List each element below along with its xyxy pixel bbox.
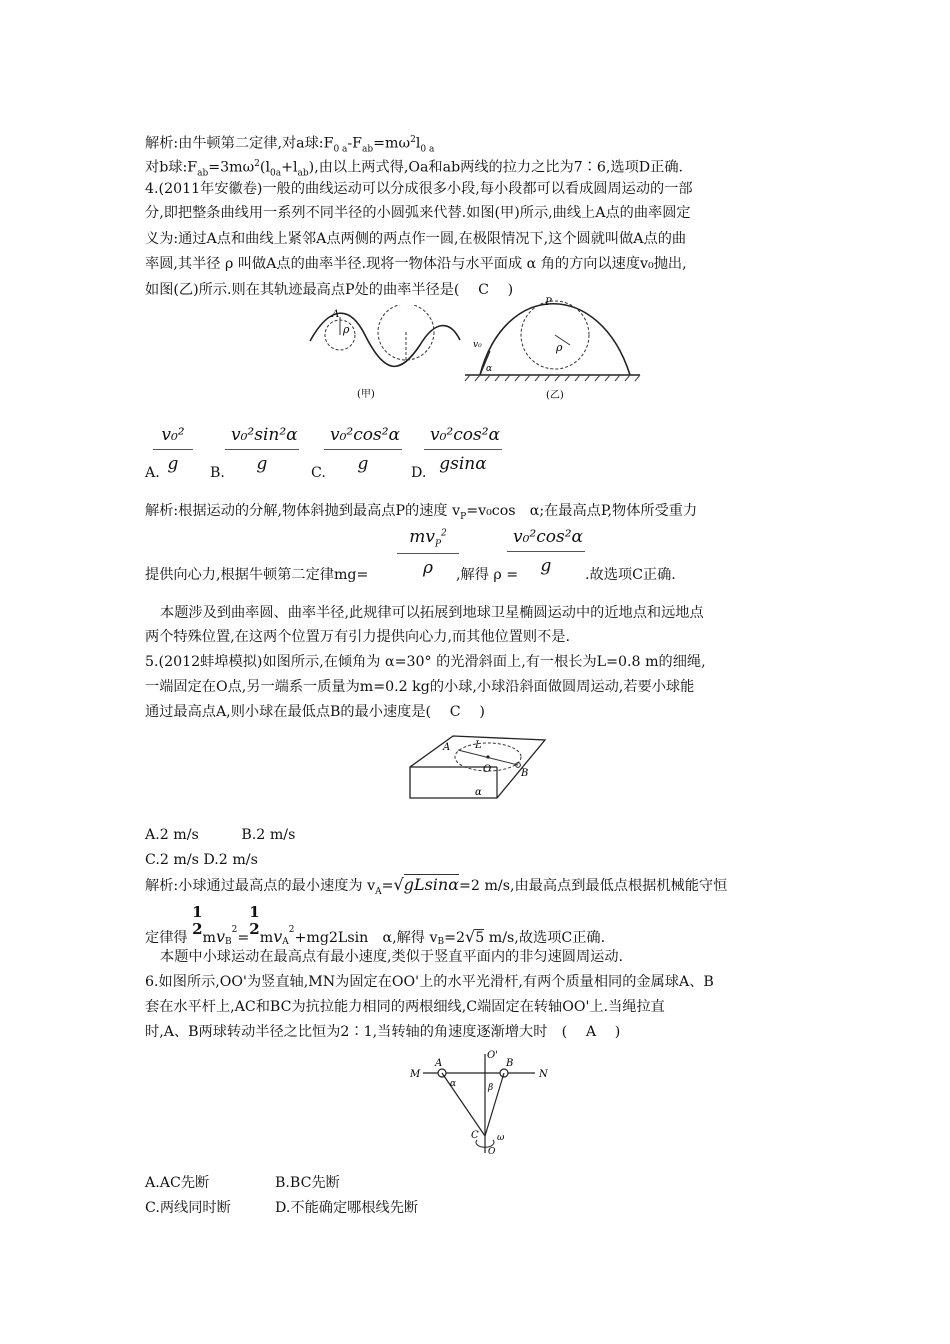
- q6-option-c: C.两线同时断: [145, 1200, 231, 1216]
- fig5-label-o: O: [483, 764, 492, 775]
- fig4-label-rho2: ρ: [556, 341, 563, 354]
- fig6-label-c: C: [471, 1130, 479, 1141]
- fig5-label-alpha: α: [475, 787, 482, 798]
- fig4-label-v0: v₀: [473, 340, 482, 350]
- q4-line-4: 率圆,其半径 ρ 叫做A点的曲率半径.现将一物体沿与水平面成 α 角的方向以速度v₀抛出,: [145, 256, 687, 272]
- s4-line-1: 解析:根据运动的分解,物体斜抛到最高点P的速度 $v_P=v_0\cos$ α;在最高点P,物体所受重力: [145, 503, 698, 522]
- fig6-label-a: A: [435, 1058, 443, 1069]
- fig6-label-beta: β: [488, 1083, 494, 1093]
- q6-option-b: B.BC先断: [275, 1175, 340, 1191]
- figure-jia: [305, 305, 465, 405]
- solution-line-2: 对b球$:F_{ab}=3m\omega^2(l_{0a}+l_{ab})$,由以上两式得,Oa和ab两线的拉力之比为7∶6,选项D正确.: [145, 159, 684, 179]
- s4-fraction-1: $mv_P^2$ ρ: [397, 527, 459, 578]
- fig6-label-m: M: [410, 1069, 421, 1080]
- s4-line-2-a: 提供向心力,根据牛顿第二定律mg=: [145, 567, 369, 583]
- fig6-label-o1: O': [487, 1050, 498, 1061]
- fig4-label-p: P: [545, 297, 552, 308]
- fig5-label-a: A: [443, 742, 451, 753]
- q6-line-1: 6.如图所示,OO'为竖直轴,MN为固定在OO'上的水平光滑杆,有两个质量相同的金属球A、B: [145, 974, 714, 990]
- fig6-label-o: O: [488, 1147, 496, 1157]
- q6-option-a: A.AC先断: [145, 1175, 210, 1191]
- fig4-label-rho1: ρ: [343, 323, 350, 336]
- q5-line-3: 通过最高点A,则小球在最低点B的最小速度是( C ): [145, 704, 485, 720]
- s4-line-2-b: ,解得 ρ =: [456, 567, 519, 583]
- q4-option-d-label: D.: [411, 465, 427, 481]
- q5-line-2: 一端固定在O点,另一端系一质量为m=0.2 kg的小球,小球沿斜面做圆周运动,若要小球能: [145, 679, 695, 695]
- figure-rotating-rod: [405, 1048, 555, 1158]
- q5-line-1: 5.(2012蚌埠模拟)如图所示,在倾角为 α=30° 的光滑斜面上,有一根长为L=0.8 m的细绳,: [145, 654, 706, 670]
- q4-option-d: $\frac{\text{v₀²cos²α}}{gsin\alpha}$: [424, 425, 502, 474]
- fig4-label-alpha: α: [486, 364, 493, 374]
- q6-option-d: D.不能确定哪根线先断: [275, 1200, 419, 1216]
- fig4-caption-yi: (乙): [546, 390, 564, 401]
- q4-option-a: $\frac{\text{v₀²}}{g}$: [153, 425, 193, 474]
- fig4-caption-jia: (甲): [357, 389, 375, 400]
- note5-line: 本题中小球运动在最高点有最小速度,类似于竖直平面内的非匀速圆周运动.: [160, 949, 624, 965]
- s4-fraction-2: $\frac{\text{v₀²cos²α}}{g}$: [507, 527, 585, 576]
- q4-line-2: 分,即把整条曲线用一系列不同半径的小圆弧来代替.如图(甲)所示,曲线上A点的曲率圆定: [145, 205, 691, 221]
- q6-line-3: 时,A、B两球转动半径之比恒为2∶1,当转轴的角速度逐渐增大时 ( A ): [145, 1024, 621, 1040]
- fig5-label-l: L: [475, 740, 482, 751]
- q5-options-cd: C.2 m/s D.2 m/s: [145, 852, 258, 868]
- note4-line-1: 本题涉及到曲率圆、曲率半径,此规律可以拓展到地球卫星椭圆运动中的近地点和远地点: [160, 605, 704, 621]
- q4-option-b-label: B.: [210, 465, 225, 481]
- q4-option-c-label: C.: [311, 465, 326, 481]
- s5-line-2: 定律得 1 2 $mv_B^2=$ 1 2 $mv_A^2+mg2Lsin$ α,解得 $v_B=2√5$ m/s,故选项C正确.: [145, 903, 606, 947]
- figure-incline: [405, 732, 550, 802]
- q4-option-b: $\frac{\text{v₀²sin²α}}{g}$: [225, 425, 299, 474]
- figure-yi: [460, 295, 645, 410]
- fig6-label-alpha: α: [450, 1079, 457, 1089]
- q4-option-c: $\frac{\text{v₀²cos²α}}{g}$: [324, 425, 402, 474]
- note4-line-2: 两个特殊位置,在这两个位置万有引力提供向心力,而其他位置则不是.: [145, 629, 570, 645]
- q4-line-1: 4.(2011年安徽卷)一般的曲线运动可以分成很多小段,每小段都可以看成圆周运动的一部: [145, 181, 693, 197]
- q4-line-3: 义为:通过A点和曲线上紧邻A点两侧的两点作一圆,在极限情况下,这个圆就叫做A点的曲: [145, 231, 687, 247]
- s5-line-1: 解析:小球通过最高点的最小速度为 $v_A=√gLsin\alpha=2$ m/s,由最高点到最低点根据机械能守恒: [145, 875, 728, 897]
- q6-line-2: 套在水平杆上,AC和BC为抗拉能力相同的两根细线,C端固定在转轴OO'上.当绳拉直: [145, 999, 665, 1015]
- q4-line-5: 如图(乙)所示.则在其轨迹最高点P处的曲率半径是( C ): [145, 282, 514, 298]
- fig5-label-b: B: [521, 768, 529, 779]
- q4-option-a-label: A.: [145, 465, 160, 481]
- fig6-label-b: B: [506, 1058, 514, 1069]
- q5-options-ab: A.2 m/s B.2 m/s: [145, 827, 296, 843]
- solution-line-1: 解析:由牛顿第二定律,对a球$:F_{0 a}-F_{ab}=m\omega^2l_{0 a}$: [145, 135, 435, 155]
- fig6-label-n: N: [539, 1069, 548, 1080]
- s4-line-2-c: .故选项C正确.: [585, 567, 676, 583]
- fig6-label-omega: ω: [497, 1133, 505, 1143]
- fig4-label-a: A: [332, 309, 340, 320]
